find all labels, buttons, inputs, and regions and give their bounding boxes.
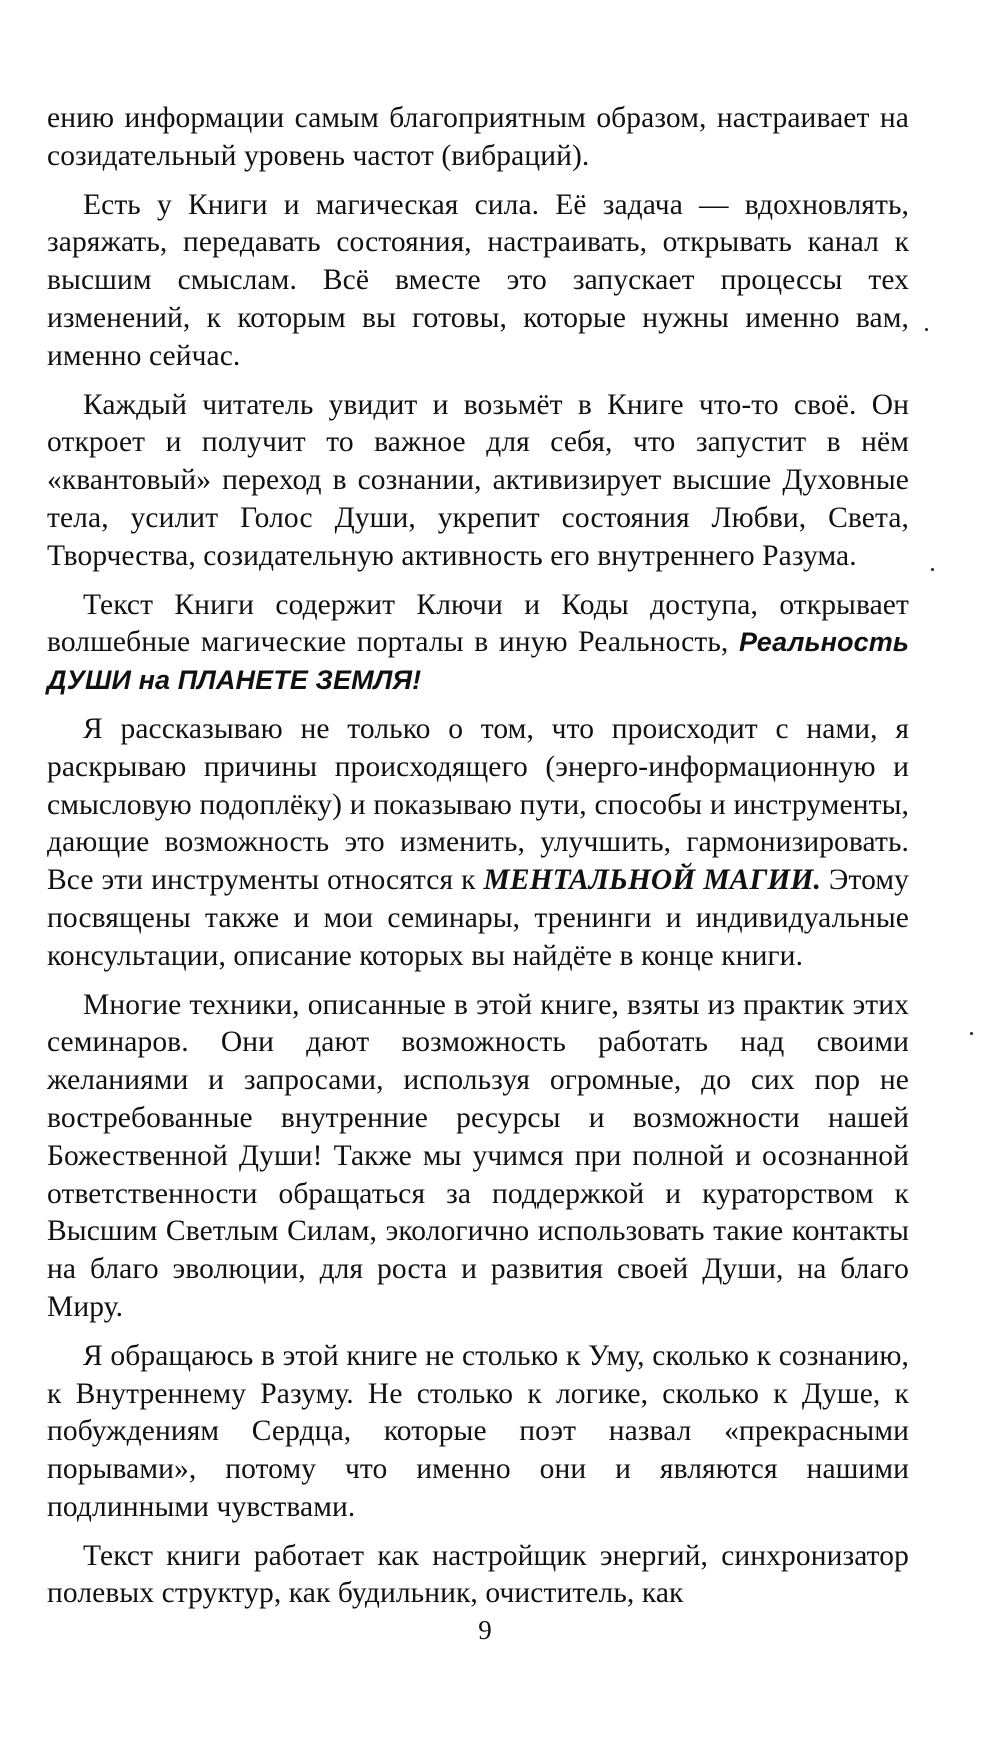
paragraph-text: Этому посвящены также и мои семинары, тренинги и индивидуальные консультации, описание которых вы найдёте в конце книги. <box>47 864 910 972</box>
paragraph-text: Текст книги работает как настройщик энергий, синхронизатор полевых структур, как будильник, очиститель, как <box>47 1539 909 1610</box>
paragraph-text: Каждый читатель увидит и возьмёт в Книге что-то своё. Он откроет и получит то важное для себя, что запустит в нём «квантовый» переход в сознании, активизирует высшие Духовные тела, усилит Голос Души, укрепит состояния Любви, Света, Творчества, созидательную активность его внутреннего Разума. <box>47 388 909 572</box>
paragraph <box>47 387 909 576</box>
scan-speck <box>931 568 934 571</box>
paragraph-text: Я рассказываю не только о том, что происходит с нами, я раскрываю причины происходящего (энерго-информационную и смысловую подоплёку) и показываю пути, способы и инструменты, дающие возможность это изменить, улучшить, гармонизировать. Все эти инструменты относятся к <box>47 712 909 897</box>
emphasis-text: МЕНТАЛЬНОЙ МАГИИ. <box>483 864 821 897</box>
paragraph-text: Я обращаюсь в этой книге не столько к Уму, сколько к сознанию, к Внутреннему Разуму. Не столько к логике, сколько к Душе, к побуждениям Сердца, которые поэт назвал «прекрасными порывами», потому что именно они и являются нашими подлинными чувствами. <box>47 1339 909 1523</box>
paragraph-text: Многие техники, описанные в этой книге, взяты из практик этих семинаров. Они дают возможность работать над своими желаниями и запросами, используя огромные, до сих пор не востребованные внутренние ресурсы и возможности нашей Божественной Души! Также мы учимся при полной и осознанной ответственности обращаться за поддержкой и кураторством к Высшим Светлым Силам, экологично использовать такие контакты на благо эволюции, для роста и развития своей Души, на благо Миру. <box>47 988 909 1323</box>
paragraph-text: Текст Книги содержит Ключи и Коды доступа, открывает волшебные магические порталы в иную Реальность, <box>47 588 909 659</box>
paragraph <box>47 987 909 1327</box>
scan-speck <box>925 328 928 331</box>
paragraph <box>47 1338 909 1527</box>
paragraph-text: Есть у Книги и магическая сила. Её задача — вдохновлять, заряжать, передавать состояния, настраивать, открывать канал к высшим смыслам. Всё вместе это запускает процессы тех изменений, к которым вы готовы, которые нужны именно вам, именно сейчас. <box>47 188 909 372</box>
paragraph-text: ению информации самым благоприятным образом, настраивает на созидательный уровень частот (вибраций). <box>47 102 909 172</box>
paragraph <box>47 711 909 976</box>
paragraph <box>47 587 909 700</box>
page-number: 9 <box>478 1615 492 1645</box>
body-text <box>47 100 909 1624</box>
scan-speck <box>970 1032 973 1035</box>
emphasis-text: Реальность ДУШИ на ПЛАНЕТЕ ЗЕМЛЯ! <box>47 627 909 696</box>
paragraph <box>47 187 909 376</box>
paragraph <box>47 1538 909 1614</box>
paragraph <box>47 100 909 176</box>
